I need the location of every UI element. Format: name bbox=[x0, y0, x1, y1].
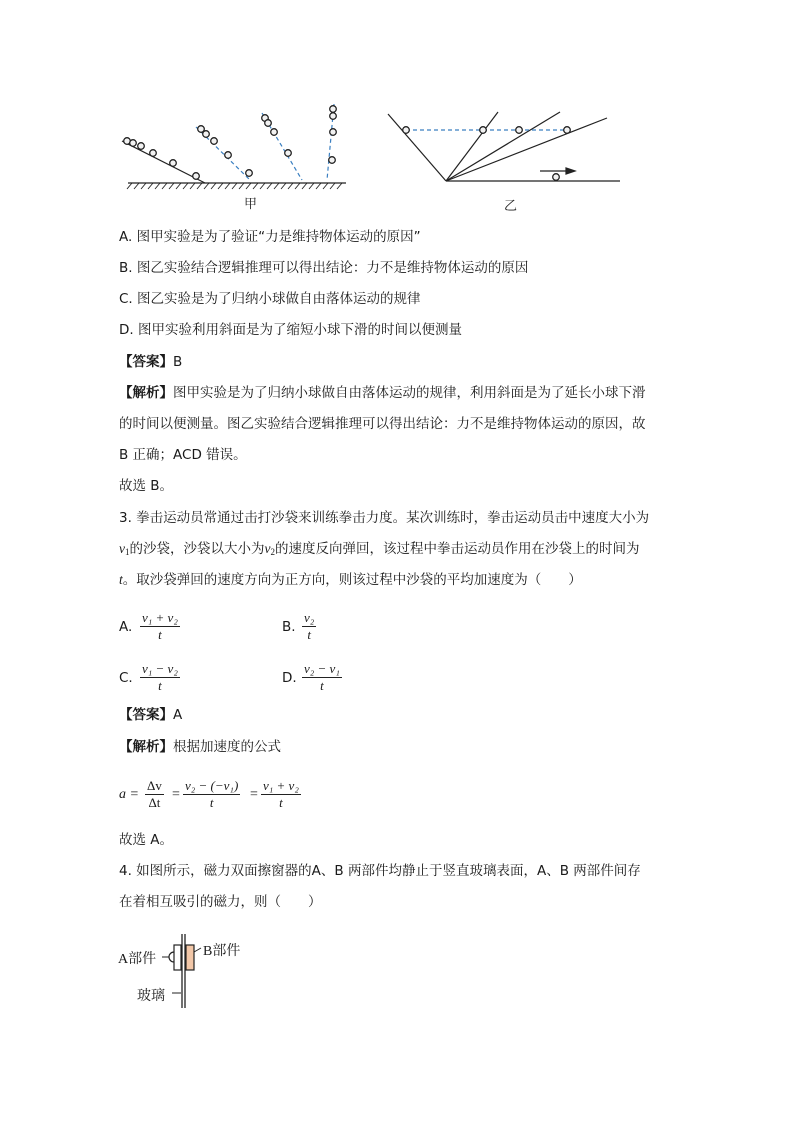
denominator: t bbox=[209, 795, 214, 810]
stem-text: 。取沙袋弹回的速度方向为正方向，则该过程中沙袋的平均加速度为（ ） bbox=[122, 572, 582, 588]
answer-tag: 【答案】 bbox=[119, 354, 173, 370]
q2-analysis-line-2: 的时间以便测量。图乙实验结合逻辑推理可以得出结论：力不是维持物体运动的原因，故 bbox=[119, 416, 646, 432]
label-a-part: A部件 bbox=[118, 952, 157, 967]
label-yi: 乙 bbox=[504, 199, 518, 214]
q3-analysis bbox=[119, 737, 281, 757]
q3-option-a-letter: A. bbox=[119, 619, 133, 635]
option-text: 图乙实验是为了归纳小球做自由落体运动的规律 bbox=[137, 291, 421, 307]
q3-option-b-letter: B. bbox=[282, 619, 296, 635]
option-text: 图甲实验是为了验证“力是维持物体运动的原因” bbox=[136, 229, 421, 245]
q3-option-b-fraction bbox=[302, 610, 316, 643]
q3-stem-line-3 bbox=[119, 570, 582, 590]
denominator: t bbox=[320, 678, 324, 693]
q2-option-a bbox=[119, 227, 421, 247]
answer-tag: 【答案】 bbox=[119, 707, 173, 723]
q4-stem-line-1: 4. 如图所示，磁力双面擦窗器的A、B 两部件均静止于竖直玻璃表面，A、B 两部件间存 bbox=[119, 863, 641, 879]
q3-option-a-fraction bbox=[140, 610, 180, 643]
q2-option-c bbox=[119, 289, 421, 309]
formula-equals-2: = bbox=[250, 787, 258, 802]
q4-stem-line-2: 在着相互吸引的磁力，则（ ） bbox=[119, 894, 322, 910]
denominator: t bbox=[158, 678, 162, 693]
label-b-part: B部件 bbox=[203, 944, 241, 959]
option-letter: D. bbox=[119, 322, 134, 338]
figure-jia bbox=[122, 104, 346, 189]
q2-conclusion: 故选 B。 bbox=[119, 478, 174, 494]
numerator: Δv bbox=[147, 778, 162, 793]
q3-stem-line-1: 3. 拳击运动员常通过击打沙袋来训练拳击力度。某次训练时，拳击运动员击中速度大小为 bbox=[119, 510, 650, 526]
q2-analysis-line-1 bbox=[119, 383, 646, 403]
q3-option-d-letter: D. bbox=[282, 670, 297, 686]
var-v2: $v_2$ bbox=[264, 541, 275, 557]
stem-text: 的沙袋，沙袋以大小为 bbox=[129, 541, 265, 557]
formula-lhs: a = bbox=[119, 787, 139, 802]
formula-fraction-1 bbox=[145, 778, 164, 811]
numerator: v₂ − v₁ bbox=[304, 661, 340, 676]
figure-jia-yi bbox=[0, 0, 794, 230]
numerator: v₁ + v₂ bbox=[142, 610, 178, 625]
q3-conclusion: 故选 A。 bbox=[119, 832, 174, 848]
formula-fraction-2 bbox=[183, 778, 240, 811]
analysis-tag: 【解析】 bbox=[119, 385, 173, 401]
q2-option-b bbox=[119, 258, 528, 278]
q3-answer bbox=[119, 705, 182, 725]
numerator: v₂ bbox=[304, 610, 315, 625]
analysis-text: 图甲实验是为了归纳小球做自由落体运动的规律，利用斜面是为了延长小球下滑 bbox=[173, 385, 646, 401]
q2-option-d bbox=[119, 320, 462, 340]
q3-option-c-letter: C. bbox=[119, 670, 133, 686]
option-letter: B. bbox=[119, 260, 133, 276]
q3-option-d-fraction bbox=[302, 661, 342, 694]
var-v1: $v_1$ bbox=[119, 541, 130, 557]
denominator: t bbox=[307, 627, 311, 642]
label-jia: 甲 bbox=[244, 197, 258, 212]
answer-value: A bbox=[173, 707, 183, 723]
denominator: t bbox=[279, 795, 283, 810]
var-t: t bbox=[119, 572, 123, 587]
analysis-tag: 【解析】 bbox=[119, 739, 173, 755]
denominator: Δt bbox=[148, 795, 161, 810]
denominator: t bbox=[158, 627, 162, 642]
figure-window-cleaner bbox=[110, 930, 270, 1015]
formula-equals-1: = bbox=[172, 787, 180, 802]
option-text: 图乙实验结合逻辑推理可以得出结论：力不是维持物体运动的原因 bbox=[136, 260, 529, 276]
numerator: v₁ + v₂ bbox=[263, 778, 299, 793]
label-glass: 玻璃 bbox=[137, 989, 165, 1004]
numerator: v₂ − (−v₁) bbox=[185, 778, 239, 793]
q2-answer bbox=[119, 352, 182, 372]
stem-text: 的速度反向弹回，该过程中拳击运动员作用在沙袋上的时间为 bbox=[275, 541, 640, 557]
numerator: v₁ − v₂ bbox=[142, 661, 178, 676]
option-text: 图甲实验利用斜面是为了缩短小球下滑的时间以便测量 bbox=[137, 322, 462, 338]
analysis-text: 根据加速度的公式 bbox=[173, 739, 281, 755]
q3-stem-line-2 bbox=[119, 539, 640, 562]
balls-jia bbox=[124, 106, 337, 180]
option-letter: C. bbox=[119, 291, 133, 307]
figure-yi bbox=[388, 112, 620, 181]
q2-analysis-line-3: B 正确；ACD 错误。 bbox=[119, 447, 247, 463]
q3-option-c-fraction bbox=[140, 661, 180, 694]
balls-yi bbox=[403, 127, 571, 181]
answer-value: B bbox=[173, 354, 183, 370]
formula-fraction-3 bbox=[261, 778, 301, 811]
option-letter: A. bbox=[119, 229, 133, 245]
